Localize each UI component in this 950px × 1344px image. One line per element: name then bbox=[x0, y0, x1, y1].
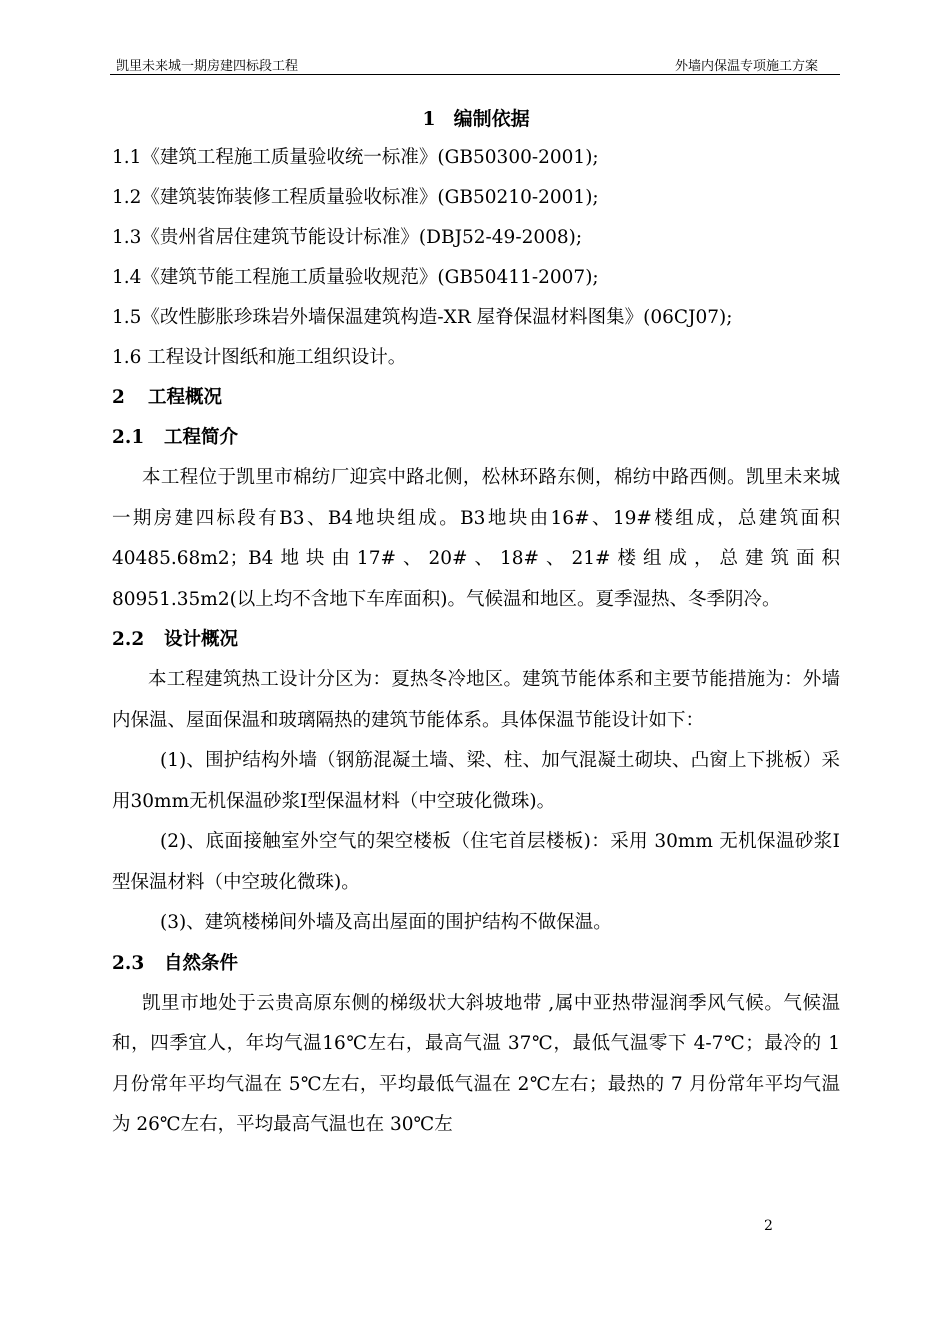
header-document-title: 外墙内保温专项施工方案 bbox=[674, 59, 818, 74]
reference-item: 1.2《建筑装饰装修工程质量验收标准》(GB50210-2001); bbox=[112, 187, 599, 208]
design-item: (1)、围护结构外墙（钢筋混凝土墙、梁、柱、加气混凝土砌块、凸窗上下挑板）采用30mm无机保温砂浆Ⅰ型保温材料（中空玻化微珠)。 bbox=[112, 750, 840, 812]
project-intro-paragraph: 本工程位于凯里市棉纺厂迎宾中路北侧，松林环路东侧，棉纺中路西侧。凯里未来城一期房建四标段有B3、B4地块组成。B3地块由16#、19#楼组成，总建筑面积40485.68m2；B4地块由17#、20#、18#、21#楼组成，总建筑面积80951.35m2(以上均不含地下车库面积)。气候温和地区。夏季湿热、冬季阴冷。 bbox=[112, 467, 840, 610]
section-2-number: 2 bbox=[112, 387, 125, 408]
section-2-1-title: 工程简介 bbox=[164, 427, 239, 448]
header-project-name: 凯里未来城一期房建四标段工程 bbox=[116, 59, 299, 74]
section-2-3-number: 2.3 bbox=[112, 952, 145, 974]
natural-conditions-paragraph: 凯里市地处于云贵高原东侧的梯级状大斜坡地带 ,属中亚热带湿润季风气候。气候温和，四季宜人，年均气温16℃左右，最高气温 37℃，最低气温零下 4-7℃；最冷的 1 月份常年平均气温在 5℃左右，平均最低气温在 2℃左右；最热的 7 月份常年平均气温为 26℃左右，平均最高气温也在 30℃左 bbox=[112, 992, 840, 1135]
section-2-3-heading bbox=[112, 944, 840, 984]
section-2-heading bbox=[112, 378, 840, 418]
section-2-2-title: 设计概况 bbox=[164, 629, 239, 650]
reference-item: 1.4《建筑节能工程施工质量验收规范》(GB50411-2007); bbox=[112, 267, 599, 288]
reference-item: 1.3《贵州省居住建筑节能设计标准》(DBJ52-49-2008); bbox=[112, 227, 583, 248]
reference-item: 1.1《建筑工程施工质量验收统一标准》(GB50300-2001); bbox=[112, 147, 599, 168]
page-number: 2 bbox=[764, 1218, 773, 1234]
design-intro-paragraph: 本工程建筑热工设计分区为：夏热冬冷地区。建筑节能体系和主要节能措施为：外墙内保温、屋面保温和玻璃隔热的建筑节能体系。具体保温节能设计如下： bbox=[112, 669, 840, 731]
section-1-title: 编制依据 bbox=[453, 108, 530, 130]
section-2-2-number: 2.2 bbox=[112, 629, 145, 650]
section-2-3-title: 自然条件 bbox=[164, 952, 239, 974]
design-item: (3)、建筑楼梯间外墙及高出屋面的围护结构不做保温。 bbox=[160, 912, 612, 933]
reference-item: 1.5《改性膨胀珍珠岩外墙保温建筑构造-XR 屋脊保温材料图集》(06CJ07); bbox=[112, 307, 733, 328]
page-header bbox=[110, 52, 840, 75]
section-1-heading bbox=[112, 100, 840, 138]
section-2-title: 工程概况 bbox=[148, 387, 223, 408]
section-2-2-heading bbox=[112, 620, 840, 660]
section-2-1-heading bbox=[112, 418, 840, 458]
section-2-1-number: 2.1 bbox=[112, 427, 145, 448]
reference-item: 1.6 工程设计图纸和施工组织设计。 bbox=[112, 347, 407, 368]
design-item: (2)、底面接触室外空气的架空楼板（住宅首层楼板)：采用 30mm 无机保温砂浆Ⅰ型保温材料（中空玻化微珠)。 bbox=[112, 831, 840, 893]
section-1-number: 1 bbox=[422, 108, 436, 130]
page-content bbox=[112, 100, 840, 1146]
